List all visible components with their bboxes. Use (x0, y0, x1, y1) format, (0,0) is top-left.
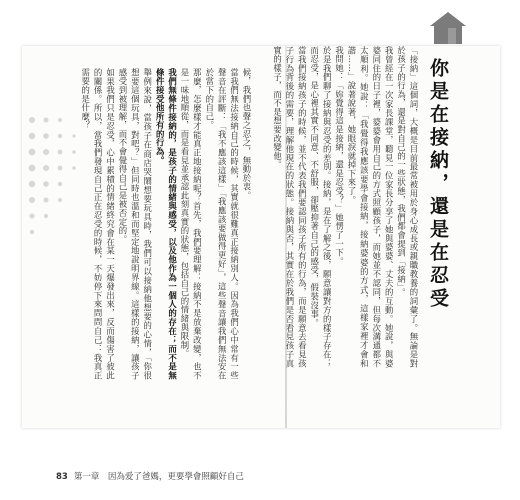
chapter-title: 你是在接納，還是在忍受 (427, 58, 449, 311)
page-number: 83 (56, 472, 68, 482)
paragraph: 候，我們也聲之忍之，無動於衷。 (242, 68, 252, 200)
paragraph: 舉例來說，當孩子在商店哭鬧想要玩具時，我們可以接納他想要的心情，「你很想要這個玩具，對吧？」但同時也溫和而堅定地說明界線。這樣的接納，讓孩子感受到被理解，而不會覺得自己是被否定的。 (117, 68, 153, 380)
page-footer (56, 470, 244, 482)
paragraph: 於是我們聊了接納與忍受的差別。接納，是在了解之後，願意讓對方的樣子存在；而忍受，是心裡其實不同意、不舒服，卻壓抑著自己的感受，假裝沒事。 (309, 46, 333, 368)
paragraph: 如果我們只是忍受，心中累積的情緒終究會在某一天爆發出來，反而傷害了彼此的關係。所以，當我們發現自己正在忍受的時候，不妨停下來問問自己：我真正需要的是什麼？ (80, 68, 116, 380)
right-page-text (272, 46, 420, 368)
paragraph: 「接納」這個詞，大概是目前最常被用於身心成長或親職教養的詞彙了。無論是對於孩子的行為，還是對自己的一些狀態，我們都會提到「接納」。 (396, 46, 419, 368)
paragraph: 我曾經在一次家長課堂，聽見一位家長分享了她與婆婆、丈夫的互動。她說，與婆婆同住的日子裡，婆婆會用自己的方式照顧孩子，而她並不認同，但每次溝通都不太順利。她說：「我覺得我應該要學會接納，接納婆婆的方式，這樣家裡才會和諧……」說著說著，她眼淚就掉下來了。 (346, 46, 395, 368)
left-page-text (48, 68, 253, 380)
title-accent-bar (448, 28, 456, 44)
paragraph: 那麼，怎麼樣才能真正地接納呢？首先，我們要理解：接納不是放棄改變，也不是一味地順從，而是看見並承認此刻真實的狀態，包括自己的情緒與限制。 (179, 68, 203, 380)
paragraph: 當我們接納孩子的時候，並不代表我們要認同孩子所有的行為，而是願意去看見孩子行為背後的需要，理解他現在的狀態。接納與否，其實在於我們是否看見孩子真實的樣子，而不是想要改變他。 (272, 46, 308, 368)
bold-paragraph: 我們無條件接納的，是孩子的情緒與感受，以及他作為一個人的存在；而不是無條件接受他所有的行為。 (155, 68, 178, 380)
paragraph: 我問她：「妳覺得這是接納，還是忍受？」她愣了一下。 (334, 46, 345, 266)
running-footer: 第一章 因為爱了爸媽，更要學會照顧好自己 (73, 472, 244, 482)
paragraph: 當我們無法接納自己的時候，其實就很難真正接納別人。因為我們心中常有一些聲音在評斷：「我不應該這樣」「我應該要做得更好」，這些聲音讓我們無法安在於當下的自己。 (204, 68, 240, 380)
